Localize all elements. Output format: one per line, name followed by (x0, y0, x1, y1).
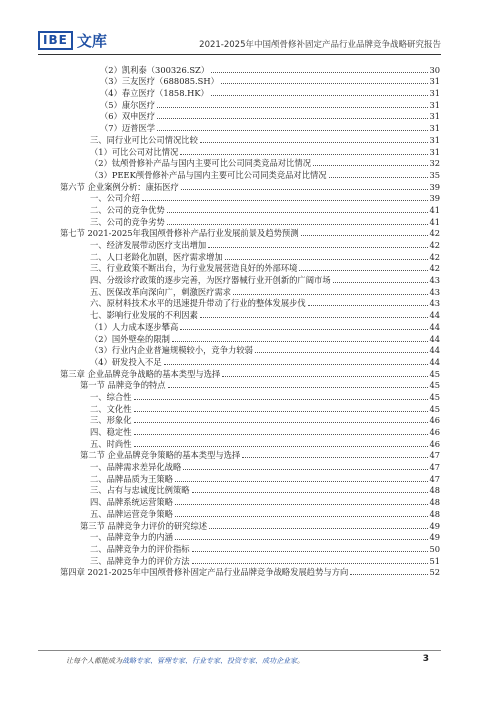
toc-entry-label: 四、稳定性 (90, 427, 132, 437)
toc-entry-label: 第七节 2021-2025年我国颅骨修补产品行业发展前景及趋势预测 (60, 228, 299, 239)
toc-entry[interactable] (60, 345, 440, 357)
toc-entry[interactable] (60, 321, 440, 333)
toc-entry-label: 二、品牌品质为王策略 (90, 473, 173, 484)
toc-entry-label: 第二节 企业品牌竞争策略的基本类型与选择 (80, 450, 241, 461)
toc-entry-page: 44 (429, 356, 440, 367)
toc-entry-page: 44 (429, 345, 440, 356)
toc-leader-dots (211, 71, 428, 73)
toc-leader-dots (301, 234, 429, 236)
toc-entry[interactable] (60, 520, 440, 532)
toc-leader-dots (183, 468, 428, 470)
logo-mark: IBE (38, 31, 73, 50)
toc-entry[interactable] (60, 298, 440, 310)
toc-entry[interactable] (60, 426, 440, 438)
toc-entry-page: 47 (429, 450, 440, 461)
toc-entry[interactable] (60, 158, 440, 170)
toc-entry[interactable] (60, 473, 440, 485)
toc-entry[interactable] (60, 181, 440, 193)
toc-entry-page: 42 (429, 263, 440, 274)
toc-entry-page: 39 (429, 181, 440, 192)
toc-leader-dots (180, 328, 428, 330)
footer-divider (38, 650, 441, 651)
toc-entry-page: 42 (429, 251, 440, 262)
toc-entry[interactable] (60, 450, 440, 462)
toc-leader-dots (211, 94, 429, 96)
toc-entry[interactable] (60, 64, 440, 76)
toc-leader-dots (157, 117, 428, 119)
toc-entry-label: 二、公司的竞争优势 (90, 204, 165, 215)
toc-entry[interactable] (60, 508, 440, 520)
toc-entry-page: 43 (429, 275, 440, 286)
toc-entry-page: 48 (429, 508, 440, 519)
toc-entry-page: 46 (429, 415, 440, 426)
toc-leader-dots (175, 538, 428, 540)
toc-entry[interactable] (60, 76, 440, 88)
toc-entry-label: 五、品牌运营竞争策略 (90, 508, 173, 519)
toc-entry-page: 31 (429, 123, 440, 134)
toc-leader-dots (175, 503, 428, 505)
toc-entry-label: 五、时尚性 (90, 438, 132, 449)
toc-leader-dots (157, 129, 428, 131)
toc-entry-label: 一、综合性 (90, 391, 132, 402)
toc-entry-page: 45 (429, 391, 440, 402)
toc-entry-label: 第三节 品牌竞争力评价的研究综述 (80, 520, 208, 531)
toc-entry-label: 一、公司介绍 (90, 193, 140, 204)
logo (38, 30, 107, 51)
toc-entry-page: 49 (429, 520, 440, 531)
toc-leader-dots (167, 223, 429, 225)
toc-leader-dots (192, 491, 429, 493)
toc-entry[interactable] (60, 193, 440, 205)
toc-entry-label: （4）春立医疗（1858.HK） (100, 88, 209, 99)
toc-entry-label: （1）人力成本逐步攀高 (90, 321, 179, 332)
toc-entry[interactable] (60, 309, 440, 321)
toc-entry-page: 41 (429, 216, 440, 227)
toc-leader-dots (157, 106, 428, 108)
toc-entry[interactable] (60, 356, 440, 368)
toc-entry-page: 31 (429, 111, 440, 122)
toc-entry-label: （3）PEEK颅骨修补产品与国内主要可比公司同类竞品对比情况 (90, 169, 327, 180)
toc-leader-dots (255, 351, 429, 353)
toc-entry-label: 二、人口老龄化加剧，医疗需求增加 (90, 251, 223, 262)
toc-entry-label: 三、同行业可比公司情况比较 (90, 134, 198, 145)
toc-entry-page: 52 (429, 567, 440, 578)
toc-leader-dots (134, 421, 429, 423)
page-header (0, 0, 499, 56)
toc-leader-dots (333, 281, 429, 283)
toc-entry-page: 51 (429, 555, 440, 566)
footer-slogan (66, 656, 304, 666)
toc-entry-page: 50 (429, 543, 440, 554)
logo-text: 文库 (76, 32, 107, 50)
toc-entry-page: 45 (429, 380, 440, 391)
toc-entry[interactable] (60, 111, 440, 123)
toc-entry-page: 44 (429, 333, 440, 344)
toc-entry-label: 四、分级诊疗政策的逐步完善，为医疗器械行业开创新的广阔市场 (90, 275, 331, 286)
toc-entry[interactable] (60, 146, 440, 158)
toc-entry[interactable] (60, 251, 440, 263)
toc-entry[interactable] (60, 391, 440, 403)
toc-entry-page: 35 (429, 169, 440, 180)
toc-entry-page: 42 (429, 228, 440, 239)
toc-leader-dots (233, 293, 428, 295)
toc-entry-label: （6）双申医疗 (100, 111, 156, 122)
toc-leader-dots (200, 316, 429, 318)
table-of-contents (60, 64, 440, 578)
toc-entry[interactable] (60, 485, 440, 497)
toc-entry-label: 一、经济发展带动医疗支出增加 (90, 240, 207, 250)
toc-entry-page: 44 (429, 310, 440, 321)
toc-entry-page: 31 (429, 76, 440, 87)
toc-leader-dots (134, 410, 429, 412)
toc-entry-label: 第一节 品牌竞争的特点 (80, 380, 166, 391)
toc-entry[interactable] (60, 99, 440, 111)
toc-entry[interactable] (60, 204, 440, 216)
toc-entry-page: 48 (429, 485, 440, 496)
toc-leader-dots (167, 211, 429, 213)
toc-leader-dots (172, 340, 428, 342)
page-number: 3 (422, 654, 429, 664)
toc-leader-dots (134, 398, 429, 400)
toc-entry-page: 46 (429, 438, 440, 449)
toc-entry-page: 42 (429, 240, 440, 250)
toc-leader-dots (209, 527, 428, 529)
toc-entry-label: 五、医保改革向深向广，刺激医疗需求 (90, 286, 232, 297)
toc-entry-label: （2）国外壁垒的限制 (90, 333, 170, 344)
toc-entry-label: （4）研发投入不足 (90, 356, 162, 367)
toc-entry-label: 第四章 2021-2025年中国颅骨修补固定产品行业品牌竞争战略发展趋势与方向 (60, 567, 349, 578)
toc-entry[interactable] (60, 415, 440, 427)
toc-entry-page: 49 (429, 532, 440, 543)
toc-entry[interactable] (60, 368, 440, 380)
toc-leader-dots (175, 515, 428, 517)
toc-entry[interactable] (60, 228, 440, 240)
toc-leader-dots (222, 375, 428, 377)
toc-entry[interactable] (60, 286, 440, 298)
toc-entry[interactable] (60, 134, 440, 146)
toc-entry-label: 三、形象化 (90, 415, 132, 426)
toc-leader-dots (200, 141, 429, 143)
toc-entry[interactable] (60, 274, 440, 286)
toc-entry-page: 45 (429, 368, 440, 379)
toc-entry[interactable] (60, 263, 440, 275)
toc-entry-label: 三、行业政策不断出台，为行业发展营造良好的外部环境 (90, 263, 298, 274)
toc-entry-label: 三、占有与忠诚度比例策略 (90, 485, 190, 496)
toc-entry-label: （1）可比公司对比情况 (90, 146, 179, 157)
toc-entry[interactable] (60, 380, 440, 392)
toc-entry-page: 31 (429, 88, 440, 99)
toc-entry-label: （3）三友医疗（688085.SH） (100, 76, 219, 87)
toc-leader-dots (225, 258, 429, 260)
footer-roles: 战略专家、管理专家、行业专家、投资专家、成功企业家 (122, 657, 297, 665)
toc-entry[interactable] (60, 87, 440, 99)
toc-entry-page: 47 (429, 462, 440, 473)
toc-entry[interactable] (60, 122, 440, 134)
toc-entry[interactable] (60, 169, 440, 181)
toc-entry-label: （2）凯利泰（300326.SZ） (100, 64, 210, 75)
toc-entry-label: 二、文化性 (90, 403, 132, 414)
toc-entry[interactable] (60, 403, 440, 415)
toc-entry-label: 六、原材料技术水平的迅速提升带动了行业的整体发展步伐 (90, 298, 306, 309)
toc-entry[interactable] (60, 496, 440, 508)
toc-entry-label: 一、品牌需求差异化战略 (90, 462, 182, 473)
toc-leader-dots (180, 153, 428, 155)
toc-entry-label: 三、公司的竞争劣势 (90, 216, 165, 227)
toc-entry[interactable] (60, 555, 440, 567)
toc-entry-page: 41 (429, 204, 440, 215)
toc-entry-label: （5）康尔医疗 (100, 99, 156, 110)
toc-entry-label: 七、影响行业发展的不利因素 (90, 310, 198, 321)
toc-leader-dots (175, 480, 428, 482)
toc-entry-page: 46 (429, 427, 440, 437)
toc-entry-page: 31 (429, 99, 440, 110)
header-divider (38, 54, 441, 55)
toc-leader-dots (299, 269, 428, 271)
toc-leader-dots (192, 550, 429, 552)
toc-entry-page: 47 (429, 473, 440, 484)
toc-entry[interactable] (60, 216, 440, 228)
report-title: 2021-2025年中国颅骨修补固定产品行业品牌竞争战略研究报告 (199, 40, 441, 50)
toc-entry-page: 31 (429, 134, 440, 145)
toc-leader-dots (168, 386, 429, 388)
toc-entry-page: 43 (429, 298, 440, 309)
toc-entry[interactable] (60, 567, 440, 579)
toc-leader-dots (308, 304, 429, 306)
toc-leader-dots (313, 164, 428, 166)
toc-entry[interactable] (60, 532, 440, 544)
toc-entry-page: 48 (429, 497, 440, 508)
toc-entry-label: （3）行业内企业普遍规模较小，竞争力较弱 (90, 345, 253, 356)
toc-entry-label: 第六节 企业案例分析：康拓医疗 (60, 181, 179, 192)
footer-lead: 让每个人都能成为 (66, 657, 122, 665)
toc-entry-label: 二、品牌竞争力的评价指标 (90, 543, 190, 554)
toc-leader-dots (181, 188, 429, 190)
toc-entry[interactable] (60, 239, 440, 251)
toc-leader-dots (242, 456, 428, 458)
toc-entry-page: 31 (429, 146, 440, 157)
toc-entry-label: 三、品牌竞争力的评价方法 (90, 555, 190, 566)
toc-leader-dots (134, 445, 429, 447)
toc-leader-dots (192, 562, 429, 564)
toc-entry-page: 39 (429, 193, 440, 204)
toc-entry-label: （7）迈普医学 (100, 123, 156, 134)
toc-entry-label: （2）钛颅骨修补产品与国内主要可比公司同类竞品对比情况 (90, 158, 311, 169)
toc-entry[interactable] (60, 333, 440, 345)
toc-entry[interactable] (60, 543, 440, 555)
toc-leader-dots (221, 82, 429, 84)
toc-entry-label: 四、品牌系统运营策略 (90, 497, 173, 508)
toc-leader-dots (350, 573, 428, 575)
toc-entry-page: 30 (429, 64, 440, 75)
toc-entry[interactable] (60, 461, 440, 473)
toc-leader-dots (329, 176, 429, 178)
toc-leader-dots (142, 199, 429, 201)
toc-leader-dots (164, 363, 429, 365)
toc-leader-dots (208, 246, 428, 248)
toc-entry-page: 44 (429, 321, 440, 332)
toc-entry-label: 一、品牌竞争力的内涵 (90, 532, 173, 543)
toc-entry-label: 第三章 企业品牌竞争战略的基本类型与选择 (60, 368, 221, 379)
toc-leader-dots (134, 433, 429, 435)
toc-entry-page: 43 (429, 286, 440, 297)
toc-entry-page: 45 (429, 403, 440, 414)
toc-entry[interactable] (60, 438, 440, 450)
footer-tail: 。 (297, 657, 304, 665)
toc-entry-page: 32 (429, 158, 440, 169)
